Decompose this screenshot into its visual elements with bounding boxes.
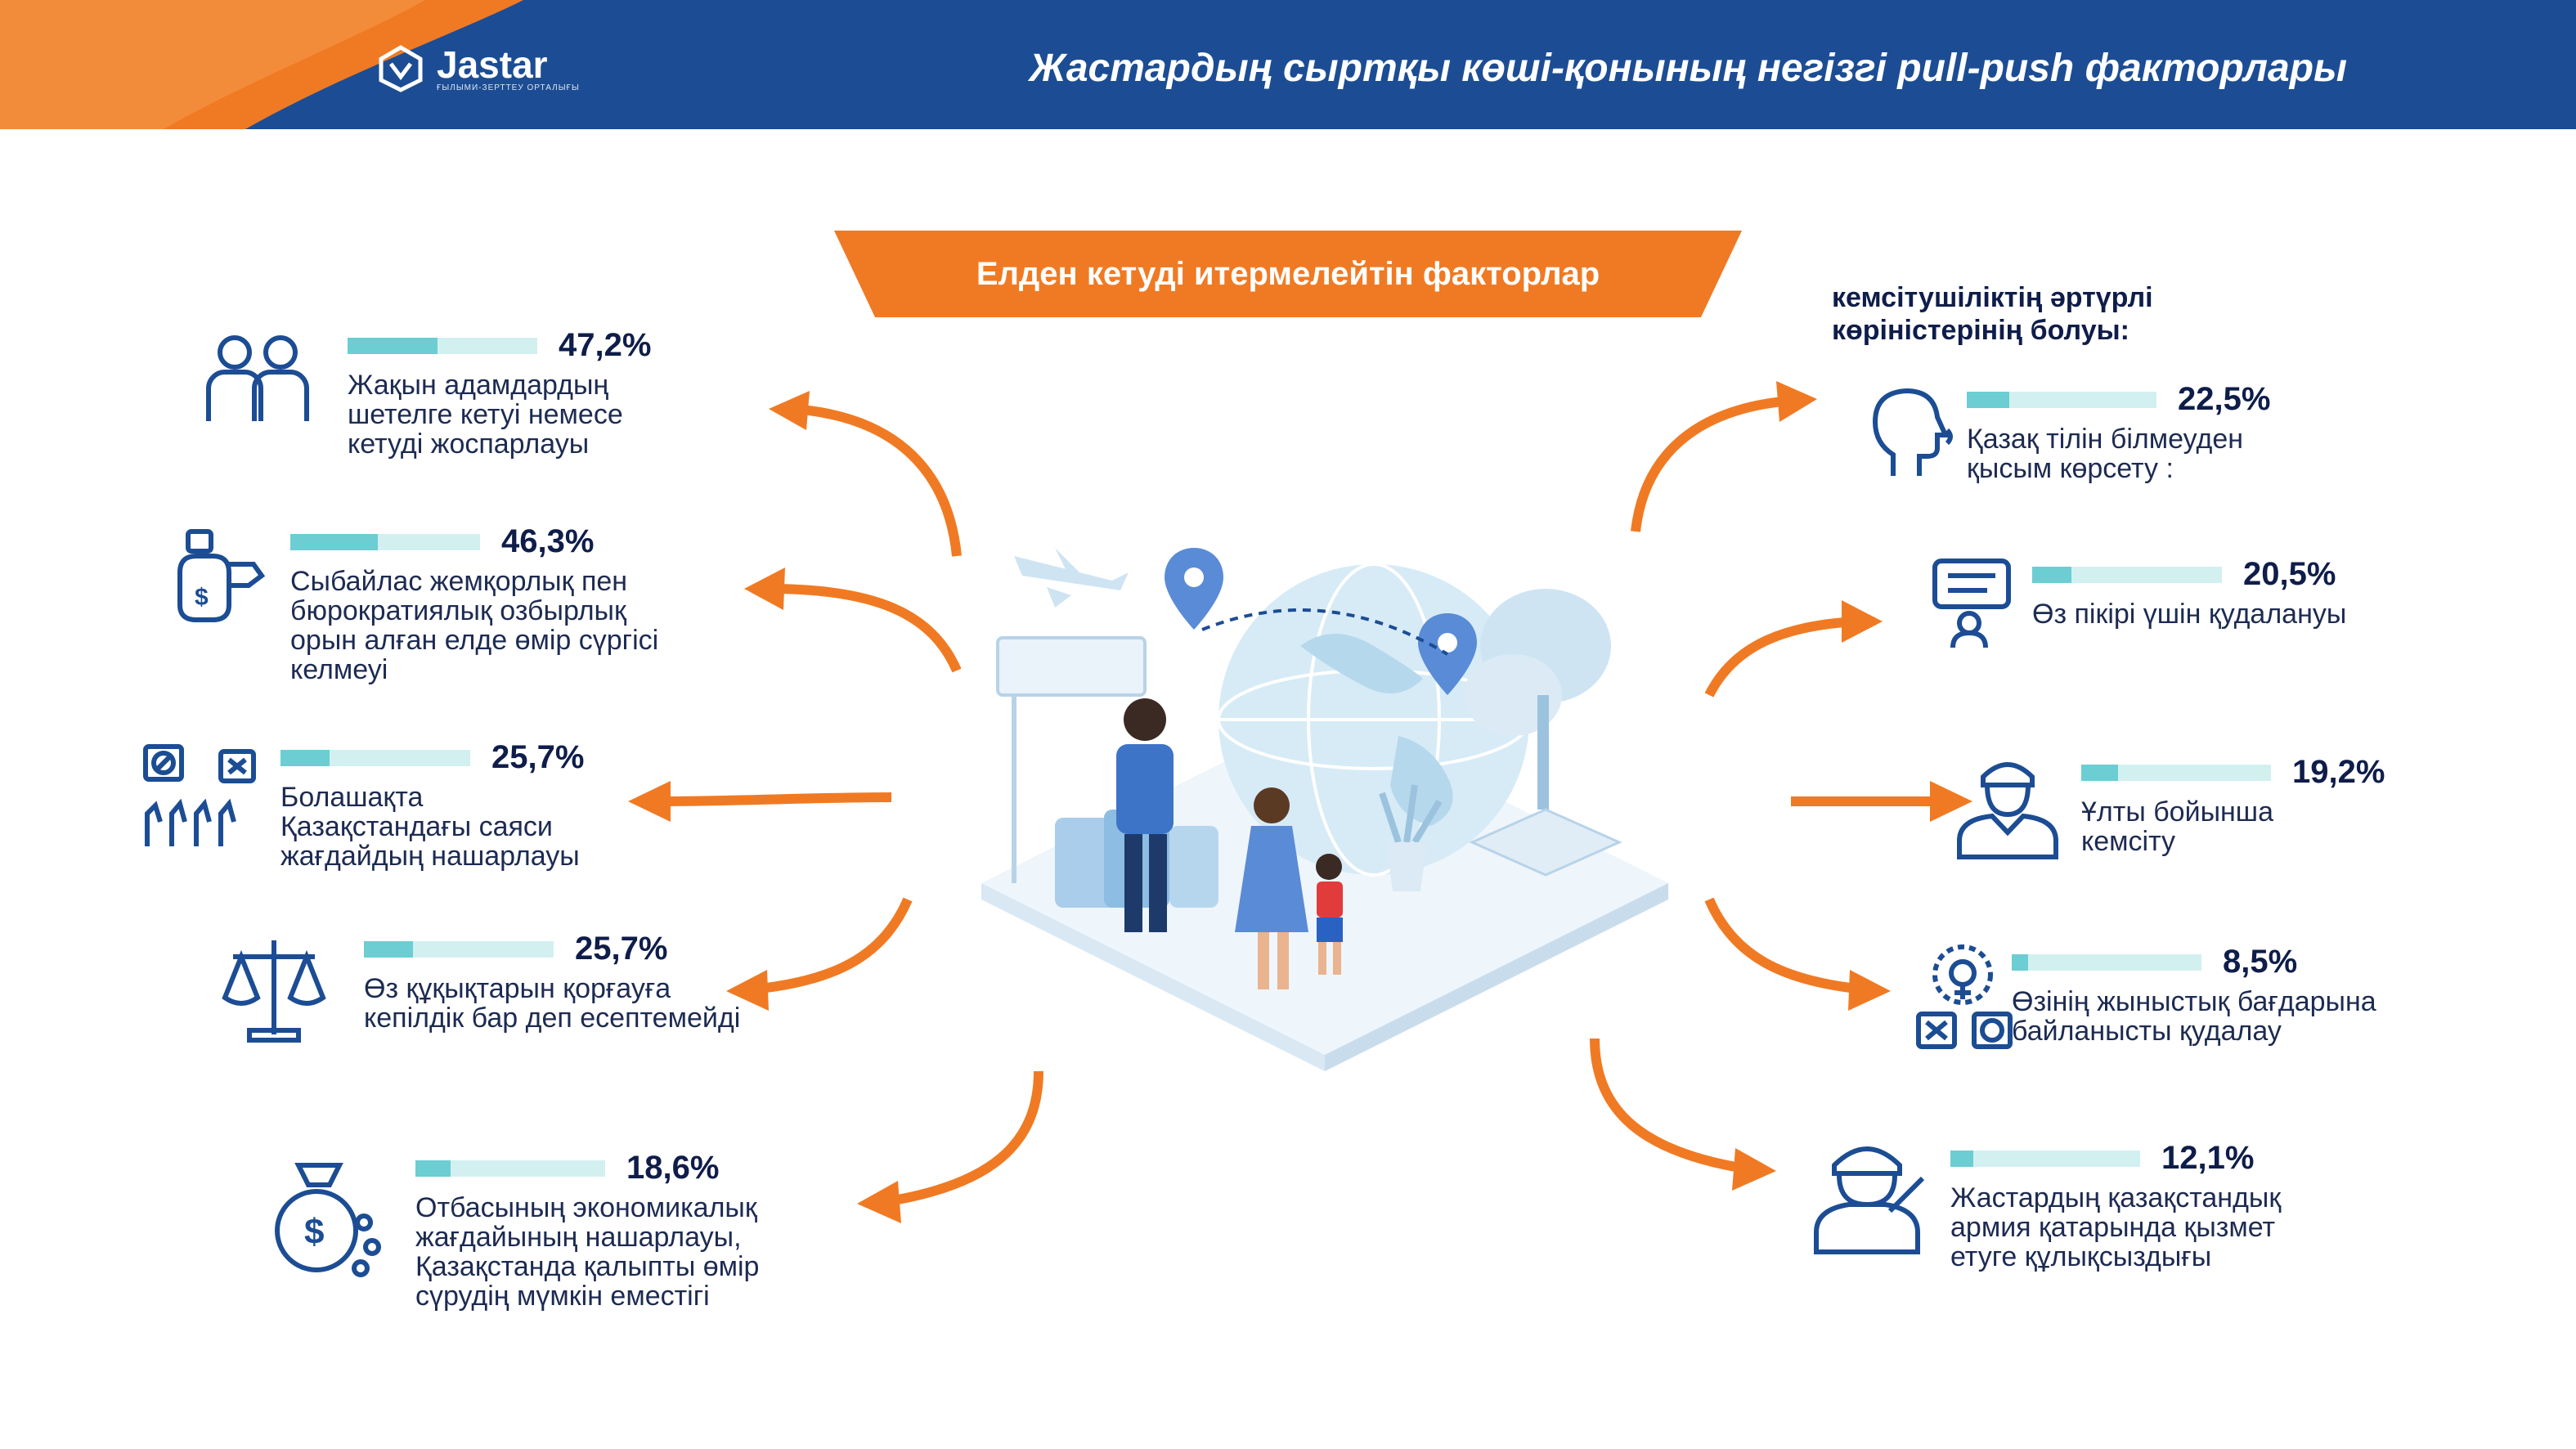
bar-fill	[2012, 954, 2028, 971]
bar-track	[2081, 765, 2271, 781]
factor-label	[348, 370, 691, 459]
bribe-icon	[164, 523, 266, 626]
percent-value: 20,5%	[2243, 556, 2336, 592]
label-line: кетуді жоспарлауы	[348, 428, 590, 460]
nationality-icon	[1954, 752, 2061, 863]
bar-fill	[2081, 765, 2118, 781]
page-title: Жастардың сыртқы көші-қонының негізгі pull-push факторлары	[1029, 47, 2347, 90]
arrow-right-3	[1783, 773, 1979, 830]
percent-value: 46,3%	[501, 523, 595, 559]
svg-text:$: $	[195, 584, 209, 611]
factor-label	[415, 1193, 841, 1311]
percent-value: 12,1%	[2161, 1140, 2255, 1176]
right-factor-2	[2032, 556, 2425, 629]
bar-track	[348, 338, 537, 354]
bar-fill	[348, 338, 438, 354]
label-line: кепілдік бар деп есептемейді	[364, 1003, 741, 1034]
bar-track	[415, 1160, 605, 1177]
label-line: жағдайының нашарлауы,	[415, 1222, 742, 1253]
bar-fill	[415, 1160, 451, 1177]
factor-label	[290, 567, 716, 684]
brand-logo	[376, 36, 580, 101]
bar-fill	[290, 534, 378, 550]
label-line: Ұлты бойынша	[2081, 796, 2273, 828]
discrimination-heading	[1832, 281, 2153, 347]
right-factor-3	[2081, 754, 2392, 856]
arrow-right-4	[1701, 891, 1897, 1014]
arrow-right-2	[1701, 589, 1889, 703]
factor-label	[2032, 599, 2425, 629]
label-line: байланысты қудалау	[2012, 1016, 2282, 1047]
svg-text:$: $	[304, 1212, 325, 1252]
arrow-right-5	[1578, 1030, 1783, 1194]
label-line: армия қатарында қызмет	[1950, 1212, 2276, 1243]
money-bag-icon	[266, 1157, 388, 1280]
label-line: орын алған елде өмір сүргісі	[290, 625, 659, 656]
left-factor-5	[415, 1150, 841, 1311]
brand-name: Jastar	[437, 43, 548, 86]
left-factor-3	[280, 739, 657, 871]
arrow-left-5	[850, 1063, 1055, 1227]
factor-label	[1967, 424, 2343, 483]
percent-value: 25,7%	[491, 739, 585, 775]
label-line: Қазақстандағы саяси	[280, 811, 553, 842]
label-line: Қазақ тілін білмеуден	[1967, 424, 2244, 455]
label-line: Қазақстанда қалыпты өмір	[415, 1251, 760, 1282]
factor-label	[2081, 797, 2392, 856]
label-line: кемсіту	[2081, 826, 2176, 857]
percent-value: 47,2%	[559, 327, 652, 363]
bar-fill	[280, 750, 330, 766]
right-factor-4	[2012, 944, 2453, 1046]
arrow-left-1	[761, 384, 973, 564]
label-line: сүрудің мүмкін еместігі	[415, 1281, 710, 1312]
percent-value: 19,2%	[2292, 754, 2385, 790]
factor-label	[2012, 987, 2453, 1046]
label-line: Жақын адамдардың	[348, 370, 609, 401]
label-line: Өз құқықтарын қорғауға	[364, 973, 671, 1004]
speaking-head-icon	[1869, 384, 1959, 482]
factor-label	[1950, 1183, 2376, 1272]
label-line: Өз пікірі үшін қудалануы	[2032, 599, 2347, 630]
protest-icon	[139, 740, 262, 855]
banner-title: Елден кетуді итермелейтін факторлар	[976, 255, 1600, 292]
bar-fill	[2032, 567, 2071, 583]
label-line: Болашақта	[280, 782, 424, 813]
label-line: Өзінің жыныстық бағдарына	[2012, 986, 2376, 1017]
bar-fill	[1967, 392, 2009, 408]
bar-track	[280, 750, 470, 766]
soldier-icon	[1811, 1133, 1926, 1255]
label-line: бюрократиялық озбырлық	[290, 595, 626, 626]
bar-track	[290, 534, 480, 550]
people-icon	[200, 331, 315, 429]
label-line: шетелге кетуі немесе	[348, 399, 623, 430]
left-factor-1	[348, 327, 691, 459]
header-bar	[0, 0, 2576, 129]
label-line: қысым көрсету :	[1967, 453, 2174, 484]
percent-value: 25,7%	[575, 931, 668, 967]
bar-track	[1967, 392, 2156, 408]
bar-fill	[364, 941, 413, 958]
label-line: жағдайдың нашарлауы	[280, 841, 580, 872]
label-line: етуге құлықсыздығы	[1950, 1241, 2212, 1272]
label-line: Жастардың қазақстандық	[1950, 1182, 2282, 1213]
bar-fill	[1950, 1151, 1973, 1167]
left-factor-2	[290, 523, 716, 684]
bar-track	[2032, 567, 2222, 583]
brand-subtitle: ҒЫЛЫМИ-ЗЕРТТЕУ ОРТАЛЫҒЫ	[437, 83, 580, 92]
label-line: келмеуі	[290, 654, 388, 685]
gender-icon	[1914, 940, 2016, 1051]
logo-mark-icon	[376, 44, 425, 93]
right-factor-5	[1950, 1140, 2376, 1272]
percent-value: 22,5%	[2178, 381, 2271, 417]
right-factor-1	[1967, 381, 2343, 483]
opinion-icon	[1930, 556, 2020, 650]
arrow-right-1	[1627, 376, 1824, 540]
arrow-left-3	[622, 773, 900, 830]
label-line: Сыбайлас жемқорлық пен	[290, 566, 628, 597]
left-factor-4	[364, 931, 822, 1033]
travel-scene-illustration	[981, 499, 1668, 1120]
bar-track	[1950, 1151, 2140, 1167]
scales-icon	[221, 932, 327, 1047]
arrow-left-2	[736, 556, 965, 679]
percent-value: 8,5%	[2223, 944, 2298, 980]
percent-value: 18,6%	[626, 1150, 720, 1186]
factor-label	[364, 974, 822, 1033]
discrimination-heading-line2: көріністерінің болуы:	[1832, 315, 2129, 346]
factor-label	[280, 783, 657, 871]
label-line: Отбасының экономикалық	[415, 1192, 757, 1223]
discrimination-heading-line1: кемсітушіліктің әртүрлі	[1832, 282, 2153, 313]
bar-track	[364, 941, 554, 958]
bar-track	[2012, 954, 2201, 971]
